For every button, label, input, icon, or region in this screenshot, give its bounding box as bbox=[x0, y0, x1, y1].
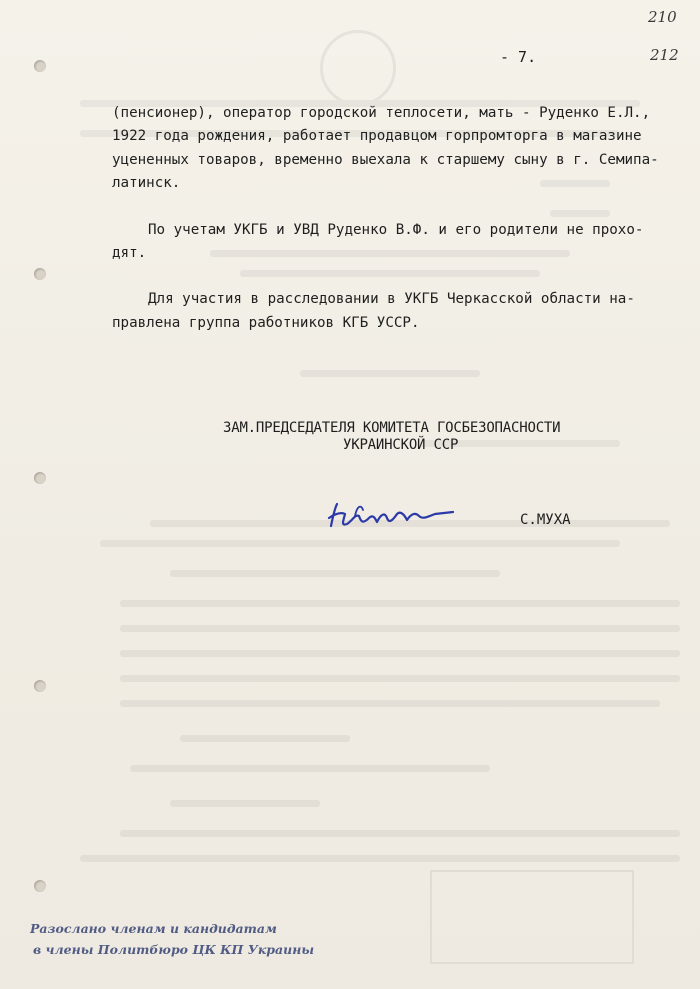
binder-hole bbox=[34, 680, 46, 692]
paragraph-1 bbox=[112, 102, 660, 196]
distribution-line-2: в члены Политбюро ЦК КП Украины bbox=[33, 942, 315, 957]
handwritten-signature bbox=[325, 496, 465, 536]
binder-hole bbox=[34, 60, 46, 72]
binder-hole bbox=[34, 268, 46, 280]
paragraph-3 bbox=[112, 288, 660, 335]
signatory-title-line-1: ЗАМ.ПРЕДСЕДАТЕЛЯ КОМИТЕТА ГОСБЕЗОПАСНОСТИ bbox=[223, 420, 561, 436]
text-line: правлена группа работников КГБ УССР. bbox=[112, 314, 420, 331]
binder-hole bbox=[34, 472, 46, 484]
ghost-seal bbox=[320, 30, 396, 106]
distribution-stamp bbox=[30, 918, 314, 960]
paragraph-2 bbox=[112, 219, 660, 266]
text-line: 1922 года рождения, работает продавцом горпромторга в магазине bbox=[112, 128, 642, 145]
text-line: По учетам УКГБ и УВД Руденко В.Ф. и его родители не прохо- bbox=[148, 221, 644, 238]
page-number: - 7. bbox=[500, 48, 537, 66]
archive-number-top: 210 bbox=[648, 8, 677, 26]
signatory-title-line-2: УКРАИНСКОЙ ССР bbox=[343, 437, 459, 453]
distribution-line-1: Разослано членам и кандидатам bbox=[30, 921, 277, 936]
text-line: Для участия в расследовании в УКГБ Черкасской области на- bbox=[148, 291, 635, 308]
signer-name: С.МУХА bbox=[520, 512, 571, 528]
text-line: дят. bbox=[112, 245, 147, 262]
text-line: (пенсионер), оператор городской теплосети, мать - Руденко Е.Л., bbox=[112, 105, 651, 121]
text-line: уцененных товаров, временно выехала к старшему сыну в г. Семипа- bbox=[112, 151, 659, 168]
ghost-stamp-box bbox=[430, 870, 634, 964]
text-line: латинск. bbox=[112, 175, 181, 192]
body-text bbox=[112, 102, 660, 335]
binder-hole bbox=[34, 880, 46, 892]
archive-number-bottom: 212 bbox=[650, 46, 679, 64]
